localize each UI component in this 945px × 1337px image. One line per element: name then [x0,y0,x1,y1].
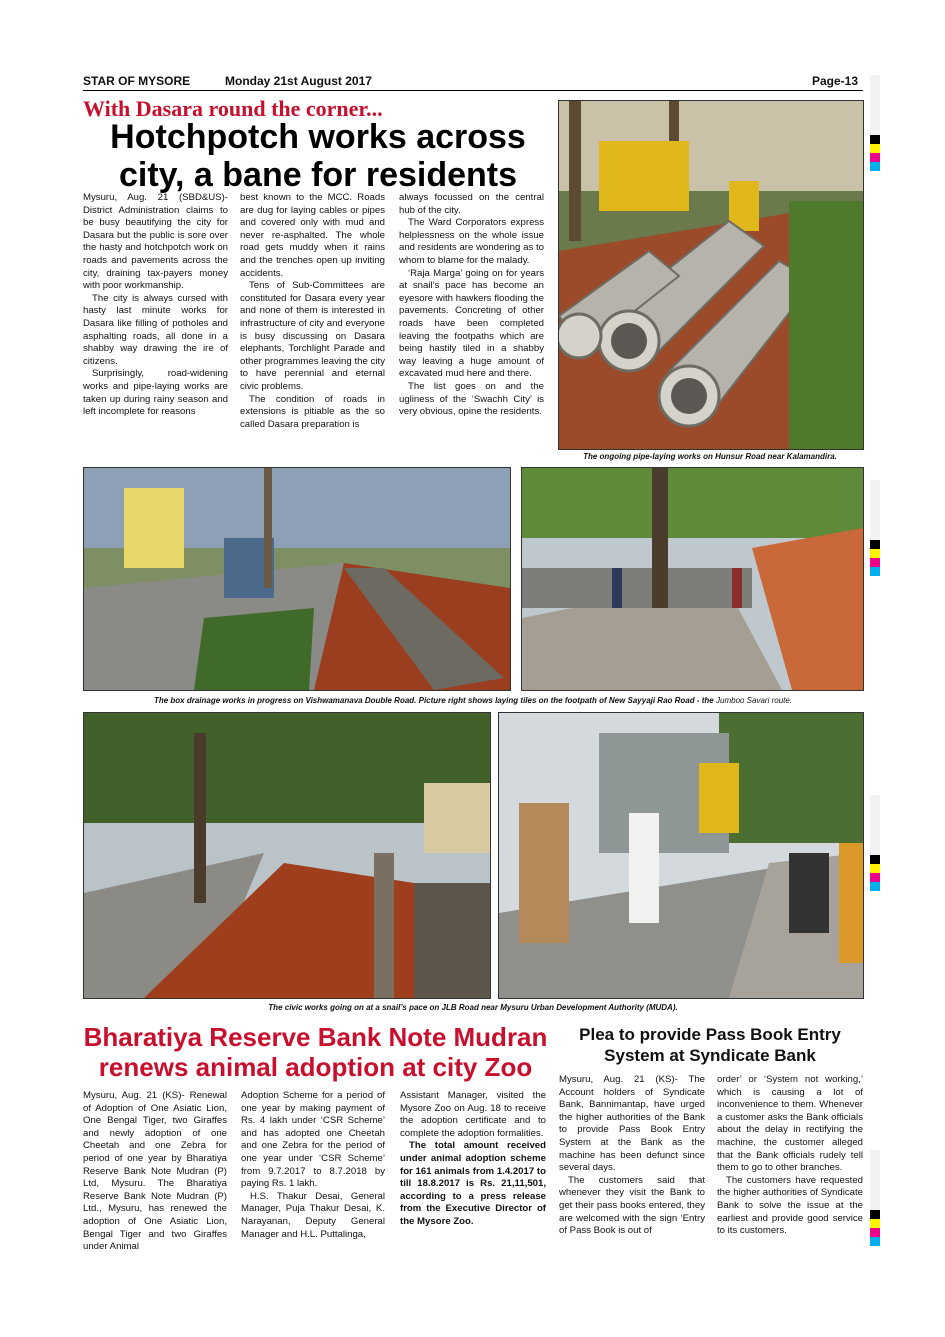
lead-kicker: With Dasara round the corner... [83,96,383,121]
lead-headline-line1: Hotchpotch works across [110,118,526,156]
zoo-headline-line1: Bharatiya Reserve Bank Note Mudran [83,1022,548,1052]
bank-c1-p1: Mysuru, Aug. 21 (KS)- The Account holders of Syndicate Bank, Bannimantap, have urged the higher authorities of the Bank to provide Pass Book Entry System at the Bank as the machine has been defunct since several days. [559,1074,705,1174]
lead-c1-p2: The city is always cursed with hasty last minute works for Dasara like filling of potholes and asphalting roads, all done in a shabby way drawing the ire of citizens. [83,292,228,367]
zoo-column-1 [83,1090,227,1254]
lead-headline-line2: city, a bane for residents [118,156,518,194]
color-registration-2 [870,480,880,576]
paper-name: STAR OF MYSORE [83,74,191,88]
page-number: Page-13 [812,74,859,88]
zoo-c2-p2: H.S. Thakur Desai, General Manager, Puja Thakur Desai, K. Narayanan, Deputy General Manager and H.L. Puttalinga, [241,1190,385,1240]
issue-date: Monday 21st August 2017 [225,74,372,88]
lead-c1-p3: Surprisingly, road-widening works and pipe-laying works are taken up during rainy season and left incomplete for reasons [83,368,228,418]
bank-headline-line2: System at Syndicate Bank [604,1046,816,1065]
bank-c1-p2: The customers said that whenever they visit the Bank to get their pass books entered, they are welcomed with the sign ‘Entry of Pass Book is out of [559,1174,705,1237]
lead-column-1 [83,192,228,419]
photo-footpath-tiles [521,467,864,691]
bank-c2-p1: order’ or ‘System not working,’ which is causing a lot of inconvenience to them. Whenever a customer asks the Bank officials about the delay in rectifying the machine, the customer alleged that the Bank officials rudely tell them to go to other branches. [717,1074,863,1174]
caption-drainage-tail: Jumboo Savari route. [716,696,793,705]
caption-civic: The civic works going on at a snail’s pace on JLB Road near Mysuru Urban Development Authority (MUDA). [268,1003,678,1012]
lead-headline [83,118,553,194]
zoo-column-3 [400,1090,546,1229]
zoo-c3-p2: The total amount received under animal adoption scheme for 161 animals from 1.4.2017 to till 18.8.2017 is Rs. 21,11,501, according to a press release from the Executive Director of the Mysore Zoo. [400,1140,546,1227]
zoo-c3-p1: Assistant Manager, visited the Mysore Zoo on Aug. 18 to receive the adoption certificate and to complete the adoption formalities. [400,1090,546,1139]
lead-c2-p2: Tens of Sub-Committees are constituted for Dasara every year and none of them is interested in infrastructure of city and everyone is busy discussing on Dasara elephants, Torchlight Parade and other programmes leaving the city to have perennial and eternal civic problems. [240,280,385,392]
lead-c2-p3: The condition of roads in extensions is pitiable as the so called Dasara preparation is [240,393,385,430]
color-registration-1 [870,75,880,171]
photo-concrete-mixer [498,712,864,999]
lead-column-3 [399,192,544,419]
lead-c3-p3: ‘Raja Marga’ going on for years at snail’s pace has become an eyesore with hawkers flooding the pavements. Concreting of other roads have been completed leaving the footpaths which are being hastily tiled in a shabby way leaving a huge amount of excavated mud here and there. [399,267,544,380]
lead-c1-p1: Mysuru, Aug. 21 (SBD&US)- District Administration claims to be busy beautifying the city for Dasara but the public is sore over the hasty and hotchpotch work on roads and pavements across the city, draining tax-payers money with poor workmanship. [83,192,228,292]
lead-c2-p1: best known to the MCC. Roads are dug for laying cables or pipes and covered only with mud and never re-asphalted. The whole road gets muddy when it rains and the trenches open up inviting accidents. [240,192,385,279]
lead-c3-p4: The list goes on and the ugliness of the ‘Swachh City’ is very obvious, opine the residents. [399,380,544,418]
photo-pipe-laying [558,100,864,450]
lead-c3-p1: always focussed on the central hub of the city. [399,192,544,216]
caption-pipes: The ongoing pipe-laying works on Hunsur Road near Kalamandira. [583,452,837,461]
photo-jlb-road-trench [83,712,491,999]
zoo-c2-p1: Adoption Scheme for a period of one year by making payment of Rs. 4 lakh under ‘CSR Scheme’ and has adopted one Cheetah and one Zebra for the period of one year under ‘CSR Scheme’ from 9.7.2017 to 8.7.2018 by paying Rs. 1 lakh. [241,1090,385,1190]
zoo-c1-p1: Mysuru, Aug. 21 (KS)- Renewal of Adoption of One Asiatic Lion, One Bengal Tiger, two Giraffes and newly adoption of one Cheetah and one Zebra for period of one year by Bharatiya Reserve Bank Note Mudran (P) Ltd, Mysuru. The Bharatiya Reserve Bank Note Mudran (P) Ltd., Mysuru, has renewed the adoption of One Asiatic Lion, Bengal Tiger and two Giraffes under Animal [83,1090,227,1253]
lead-column-2 [240,192,385,431]
bank-headline-line1: Plea to provide Pass Book Entry [579,1025,841,1044]
header-rule [83,90,863,91]
bank-headline [557,1024,863,1066]
zoo-headline-line2: renews animal adoption at city Zoo [98,1052,533,1082]
lead-c3-p2: The Ward Corporators express helplessness on the whole issue and residents are wondering as to whom to blame for the malady. [399,217,544,266]
bank-column-1 [559,1074,705,1238]
zoo-column-2 [241,1090,385,1241]
bank-c2-p2: The customers have requested the higher authorities of Syndicate Bank to solve the issue at the earliest and provide good service to its customers. [717,1174,863,1237]
caption-drainage [83,696,863,705]
photo-box-drainage [83,467,511,691]
color-registration-3 [870,795,880,891]
caption-drainage-main: The box drainage works in progress on Vishwamanava Double Road. Picture right shows laying tiles on the footpath of New Sayyaji Rao Road - the [153,696,714,705]
color-registration-4 [870,1150,880,1246]
bank-column-2 [717,1074,863,1238]
zoo-headline [83,1022,548,1082]
